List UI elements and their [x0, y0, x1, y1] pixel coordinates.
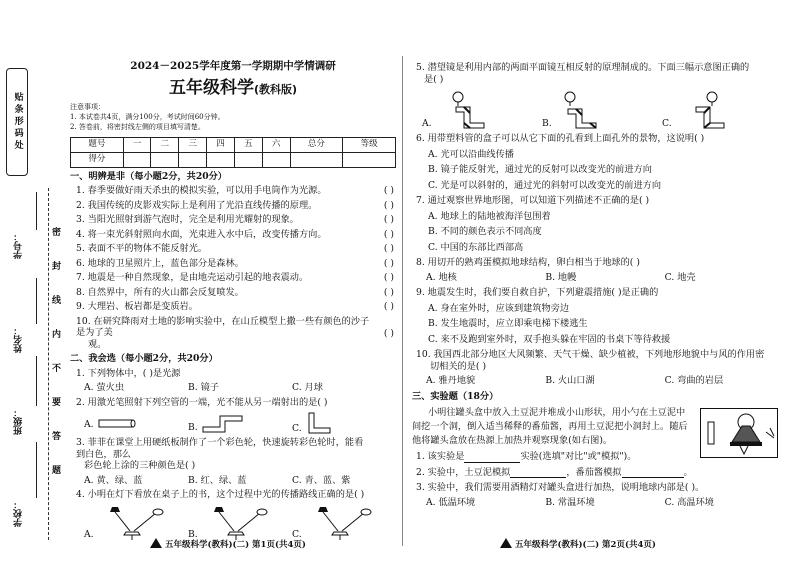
question-text: 4. 将一束光斜射照向水面，光束进入水中后，改变传播方向。 — [76, 228, 327, 240]
question-text-cont: 彩色轮上涂的三种颜色是( ) — [84, 460, 196, 472]
option-c[interactable]: C. 青、蓝、紫 — [292, 474, 351, 486]
page-divider — [402, 56, 403, 546]
answer-blank[interactable]: ( ) — [383, 243, 394, 255]
score-input[interactable] — [234, 152, 262, 167]
options — [412, 149, 784, 192]
answer-blank[interactable]: ( ) — [383, 185, 394, 197]
score-cell: 四 — [207, 137, 235, 152]
score-input[interactable] — [343, 152, 396, 167]
option-label: B. — [542, 117, 552, 129]
score-input[interactable] — [179, 152, 207, 167]
question-text: 9. 大理岩、板岩都是变质岩。 — [76, 301, 198, 313]
note-1: 1. 本试卷共4页，满分100分，考试时间60分钟。 — [70, 113, 225, 122]
option-label: C. — [292, 529, 302, 541]
question-text: 8. 自然界中，所有的火山都会反复喷发。 — [76, 286, 244, 298]
question-text: 1. 该实验是 — [416, 451, 465, 463]
page-1 — [70, 60, 396, 541]
class-field[interactable] — [36, 356, 37, 406]
question-text: 1. 下列物体中，( )是光源 — [76, 367, 181, 379]
score-input[interactable] — [151, 152, 179, 167]
score-table — [70, 137, 396, 168]
tf-question — [70, 185, 396, 197]
periscope-diagram — [436, 89, 496, 129]
option-c[interactable] — [292, 505, 396, 541]
score-cell: 总分 — [290, 137, 343, 152]
question-text: 6. 地球的卫星照片上，蓝色部分是森林。 — [76, 257, 244, 269]
question-text: 3. 菲菲在课堂上用硬纸板制作了一个彩色轮，快速旋转彩色轮时，能看到白色，那么 — [76, 437, 364, 460]
score-input[interactable] — [262, 152, 290, 167]
option-a[interactable]: A. 萤火虫 — [84, 382, 125, 394]
seal-char: 内 — [52, 330, 62, 340]
question-text: 6. 用带塑料管的盒子可以从它下面的孔看到上面孔外的景物，这说明( ) — [416, 133, 705, 144]
option-a[interactable] — [422, 89, 542, 129]
option-b[interactable]: B. 镜子能反射光，通过光的反射可以改变光的前进方向 — [428, 164, 652, 175]
option-b[interactable] — [542, 89, 662, 129]
option-b[interactable]: B. 红、绿、蓝 — [188, 474, 247, 486]
answer-blank[interactable]: ( ) — [383, 199, 394, 211]
student-id-field[interactable] — [36, 192, 37, 230]
option-a[interactable] — [84, 416, 188, 430]
mc-question — [412, 195, 784, 207]
student-id-label: 学号： — [14, 232, 24, 259]
mc-question — [412, 349, 784, 372]
option-c[interactable] — [292, 412, 396, 434]
answer-blank[interactable] — [464, 462, 520, 463]
footer-text: 五年级科学(教科)(二) 第2页(共4页) — [515, 540, 656, 551]
seal-char: 答 — [52, 432, 62, 442]
question-text: 7. 通过观察世界地形图，可以知道下列描述不正确的是( ) — [416, 195, 650, 206]
section-2-title: 二、我会选（每小题2分，共20分） — [70, 353, 218, 365]
question-text: 7. 地震是一种自然现象，是由地壳运动引起的地表震动。 — [76, 272, 309, 284]
score-header-row — [71, 137, 396, 152]
tf-question — [70, 272, 396, 284]
edition: (教科版) — [253, 83, 298, 97]
option-label: A. — [84, 418, 94, 430]
option-c[interactable]: C. 高温环境 — [664, 496, 714, 508]
option-a[interactable]: A. 地球上的陆地被海洋包围着 — [428, 210, 551, 222]
section-1-questions — [70, 185, 396, 350]
option-b[interactable]: B. 不同的颜色表示不同高度 — [428, 226, 542, 237]
tf-question — [70, 316, 396, 351]
score-cell: 一 — [123, 137, 151, 152]
options — [70, 382, 396, 394]
option-a[interactable]: A. 低温环境 — [426, 496, 476, 508]
exam-notes — [70, 103, 396, 132]
mc-question — [70, 397, 396, 409]
mc-question — [412, 257, 784, 269]
option-c[interactable]: C. 中国的东部比西部高 — [428, 241, 524, 253]
subject: 五年级科学 — [168, 78, 254, 99]
options — [412, 272, 784, 284]
question-text-cont: ，番茄酱模拟 — [566, 466, 622, 478]
seal-char: 密 — [52, 228, 62, 238]
question-text-cont: 实验(选填"对比"或"模拟")。 — [520, 451, 637, 463]
exam-title — [70, 78, 396, 99]
option-a[interactable]: A. 光可以沿曲线传播 — [428, 148, 514, 160]
seal-char: 封 — [52, 262, 62, 272]
question-text-cont: 是( ) — [424, 73, 444, 85]
lamp-book-eye-diagram — [98, 505, 168, 541]
periscope-diagram — [556, 89, 616, 129]
seal-char: 不 — [52, 364, 62, 374]
option-label: A. — [422, 117, 432, 129]
l-tube-icon — [306, 412, 332, 434]
school-label: 学校： — [14, 500, 24, 527]
section-3-title: 三、实验题（18分） — [412, 390, 499, 402]
score-cell: 五 — [234, 137, 262, 152]
tf-question — [70, 200, 396, 212]
fill-question-2 — [412, 467, 784, 479]
question-text: 8. 用切开的熟鸡蛋模拟地球结构，卵白相当于地球的( ) — [416, 257, 640, 268]
class-label: 班级： — [14, 408, 24, 435]
question-text: 2. 用激光笔照射下列空管的一端，光不能从另一端射出的是( ) — [76, 396, 328, 408]
tf-question — [70, 258, 396, 270]
fill-question-1 — [412, 451, 784, 463]
z-tube-icon — [202, 413, 246, 433]
tf-question — [70, 287, 396, 299]
score-cell: 二 — [151, 137, 179, 152]
question-text: 9. 地震发生时，我们要自救自护，下列避震措施( )是正确的 — [416, 287, 659, 298]
tf-question — [70, 301, 396, 313]
answer-blank[interactable] — [622, 477, 684, 478]
score-cell: 题号 — [71, 137, 124, 152]
answer-blank[interactable]: ( ) — [383, 214, 394, 226]
question-text: 5. 表面不平的物体不能反射光。 — [76, 243, 208, 255]
score-cell: 三 — [179, 137, 207, 152]
option-b[interactable]: B. 火山口湖 — [545, 375, 595, 386]
seal-line — [48, 188, 49, 540]
option-a[interactable]: A. 地核 — [426, 271, 457, 283]
answer-blank[interactable]: ( ) — [383, 272, 394, 284]
option-b[interactable]: B. 地幔 — [545, 271, 577, 283]
answer-blank[interactable]: ( ) — [383, 286, 394, 298]
tf-question — [70, 243, 396, 255]
question-text-end: 。 — [683, 466, 693, 478]
score-value-row — [71, 152, 396, 167]
page-1-footer — [150, 538, 306, 551]
mc-question — [412, 133, 784, 145]
option-c[interactable]: C. 月球 — [292, 382, 323, 394]
light-path-options — [70, 505, 396, 541]
name-field[interactable] — [36, 278, 37, 324]
question-text: 10. 在研究降雨对土地的影响实验中，在山丘模型上撒一些有颜色的沙子是为了美 — [76, 315, 370, 339]
score-input[interactable] — [207, 152, 235, 167]
option-a[interactable] — [84, 505, 188, 541]
option-a[interactable]: A. 雅丹地貌 — [426, 375, 476, 386]
score-input[interactable] — [123, 152, 151, 167]
mc-question — [70, 437, 396, 472]
page-2 — [412, 58, 784, 508]
answer-blank[interactable] — [510, 477, 566, 478]
footer-text: 五年级科学(教科)(二) 第1页(共4页) — [165, 540, 306, 551]
seal-char: 线 — [52, 296, 62, 306]
answer-blank[interactable]: ( ) — [383, 301, 394, 313]
option-c[interactable]: C. 来不及跑到室外时，双手抱头躲在牢固的书桌下等待救援 — [428, 333, 671, 345]
answer-blank[interactable]: ( ) — [383, 228, 394, 240]
binding-margin — [0, 0, 70, 561]
answer-blank[interactable]: ( ) — [383, 257, 394, 269]
score-cell: 等级 — [343, 137, 396, 152]
option-a[interactable]: A. 黄、绿、蓝 — [84, 474, 143, 486]
mc-question — [70, 489, 396, 501]
option-b[interactable]: B. 发生地震时，应立即乘电梯下楼逃生 — [428, 318, 588, 329]
name-label: 姓名： — [14, 326, 24, 353]
score-cell: 得分 — [71, 152, 124, 167]
score-input[interactable] — [290, 152, 343, 167]
score-cell: 六 — [262, 137, 290, 152]
tf-question — [70, 229, 396, 241]
tube-options — [70, 412, 396, 434]
school-field[interactable] — [36, 442, 37, 498]
option-c[interactable]: C. 地壳 — [664, 271, 696, 283]
options — [412, 497, 784, 509]
question-text-cont: 切相关的是( ) — [430, 360, 487, 372]
question-text: 10. 我国西北部分地区大风频繁、天气干燥、缺少植被，下列地形地貌中与风的作用密 — [416, 349, 765, 360]
options — [412, 303, 784, 346]
note-2: 2. 答卷前，将密封线左侧的项目填写清楚。 — [70, 122, 205, 131]
straight-tube-icon — [98, 416, 138, 430]
warning-triangle-icon — [150, 538, 162, 548]
question-text-cont: 观。 — [88, 338, 107, 350]
option-b[interactable]: B. 常温环境 — [545, 496, 595, 508]
question-text: 4. 小明在灯下看放在桌子上的书，这个过程中光的传播路线正确的是( ) — [76, 489, 365, 501]
option-c[interactable]: C. 光是可以斜射的，通过光的斜射可以改变光的前进方向 — [428, 179, 662, 191]
section-1-title: 一、明辨是非（每小题2分，共20分） — [70, 170, 227, 182]
option-c[interactable] — [662, 89, 782, 129]
seal-char: 要 — [52, 398, 62, 408]
option-label: C. — [292, 422, 302, 434]
option-label: A. — [84, 529, 94, 541]
option-c[interactable]: C. 弯曲的岩层 — [664, 375, 724, 386]
experiment-block — [412, 406, 784, 447]
warning-triangle-icon — [500, 538, 512, 548]
question-text: 5. 潜望镜是利用内部的两面平面镜互相反射的原理制成的。下面三幅示意图正确的 — [416, 62, 750, 73]
question-text: 3. 实验中，我们需要用酒精灯对罐头盒进行加热，说明地球内部是( )。 — [416, 482, 705, 494]
lamp-book-eye-diagram — [306, 505, 376, 541]
mc-question — [412, 482, 784, 494]
seal-char: 题 — [52, 466, 62, 476]
tf-question — [70, 214, 396, 226]
mc-question — [412, 62, 784, 85]
question-text: 1. 春季要做好雨天杀虫的模拟实验，可以用手电筒作为光源。 — [76, 185, 327, 197]
option-label: C. — [662, 117, 672, 129]
mc-question — [412, 287, 784, 299]
lamp-book-eye-diagram — [202, 505, 272, 541]
options — [412, 211, 784, 254]
option-b[interactable] — [188, 413, 292, 433]
option-b[interactable]: B. 镜子 — [188, 382, 219, 394]
option-b[interactable] — [188, 505, 292, 541]
option-label: B. — [188, 421, 198, 433]
periscope-diagram — [676, 89, 736, 129]
option-label: B. — [188, 529, 198, 541]
exam-term: 2024－2025学年度第一学期期中学情调研 — [130, 60, 336, 72]
mc-question — [70, 368, 396, 380]
question-text: 3. 当阳光照射到游气泡时，完全是利用光耀射的现象。 — [76, 214, 299, 226]
options — [70, 475, 396, 487]
option-a[interactable]: A. 身在室外时，应该到建筑物旁边 — [428, 302, 570, 314]
question-text: 2. 实验中，土豆泥模拟 — [416, 466, 511, 478]
barcode-area: 贴条形码处 — [6, 68, 28, 176]
options — [412, 375, 784, 387]
notes-title: 注意事项： — [70, 103, 105, 112]
experiment-intro: 小明往罐头盒中放入土豆泥并堆成小山形状，用小勺在土豆泥中间挖一个洞，倒入适当稀释的番茄酱，再用土豆泥把小洞封上。随后他将罐头盒放在热源上加热并观察现象(如右图)。 — [412, 407, 688, 446]
periscope-options — [412, 89, 784, 129]
answer-blank[interactable]: ( ) — [383, 327, 394, 339]
page-2-footer — [500, 538, 656, 551]
question-text: 2. 我国传统的皮影戏实际上是利用了光沿直线传播的原理。 — [76, 199, 318, 211]
